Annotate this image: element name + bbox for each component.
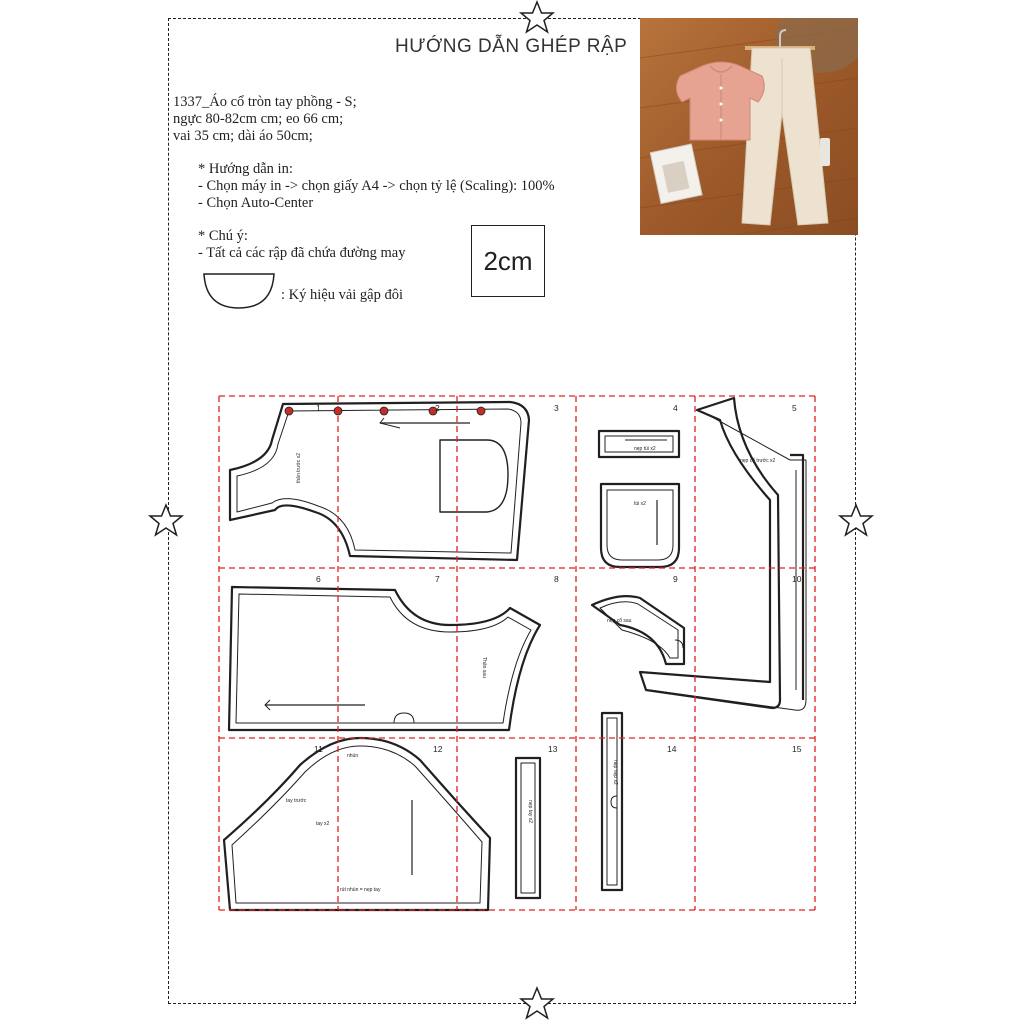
page-number-7: 7 — [435, 574, 440, 584]
front-bodice-piece — [230, 402, 529, 560]
label-placket: nẹp nẹp x2 — [612, 760, 618, 785]
page-number-14: 14 — [667, 744, 677, 754]
page-number-11: 11 — [314, 744, 323, 754]
piece-labels — [286, 446, 775, 893]
label-back-neck-facing: nẹp cổ sau — [607, 618, 632, 624]
label-sleeve-hem-note: rút nhún = nẹp tay — [340, 887, 381, 893]
label-front-bodice: thân trước x2 — [296, 453, 302, 483]
page-number-9: 9 — [673, 574, 678, 584]
page-number-5: 5 — [792, 403, 797, 413]
product-line-2: ngực 80-82cm cm; eo 66 cm; — [173, 111, 344, 127]
scale-reference-box: 2cm — [471, 225, 545, 297]
page-title: HƯỚNG DẪN GHÉP RẬP — [395, 36, 628, 57]
page-number-6: 6 — [316, 574, 321, 584]
fold-symbol-label: : Ký hiệu vải gập đôi — [281, 287, 404, 303]
page-number-8: 8 — [554, 574, 559, 584]
page-number-13: 13 — [548, 744, 558, 754]
pocket-facing-piece — [599, 431, 679, 457]
product-line-1: 1337_Áo cổ tròn tay phồng - S; — [173, 94, 357, 110]
sleeve-band-piece — [516, 758, 540, 898]
print-guide-step-1: - Chọn máy in -> chọn giấy A4 -> chọn tỷ lệ (Scaling): 100% — [198, 178, 555, 194]
print-guide-heading: * Hướng dẫn in: — [198, 161, 293, 177]
back-bodice-piece — [229, 587, 540, 730]
sleeve-piece — [224, 738, 490, 910]
page-number-1: 1 — [316, 403, 321, 413]
back-neck-facing-piece — [592, 596, 684, 664]
print-guide-step-2: - Chọn Auto-Center — [198, 195, 314, 211]
label-sleeve: tay x2 — [316, 821, 330, 827]
label-sleeve-gather: nhún — [347, 753, 359, 759]
note-heading: * Chú ý: — [198, 228, 248, 244]
page-number-15: 15 — [792, 744, 802, 754]
page-number-2: 2 — [435, 403, 440, 413]
page-number-12: 12 — [433, 744, 443, 754]
label-back-bodice: Thân sau — [481, 657, 487, 678]
pocket-piece — [601, 484, 679, 567]
note-line-1: - Tất cả các rập đã chứa đường may — [198, 245, 406, 261]
product-line-3: vai 35 cm; dài áo 50cm; — [173, 128, 313, 144]
label-sleeve-front: tay trước — [286, 798, 307, 804]
label-front-neck-facing: nẹp cổ trước x2 — [740, 458, 776, 464]
page-number-10: 10 — [792, 574, 802, 584]
label-pocket: túi x2 — [634, 501, 646, 507]
label-sleeve-band: nẹp tay x2 — [527, 800, 533, 824]
page-number-3: 3 — [554, 403, 559, 413]
label-pocket-facing: nẹp túi x2 — [634, 446, 656, 452]
placket-piece — [602, 713, 622, 890]
page-number-4: 4 — [673, 403, 678, 413]
